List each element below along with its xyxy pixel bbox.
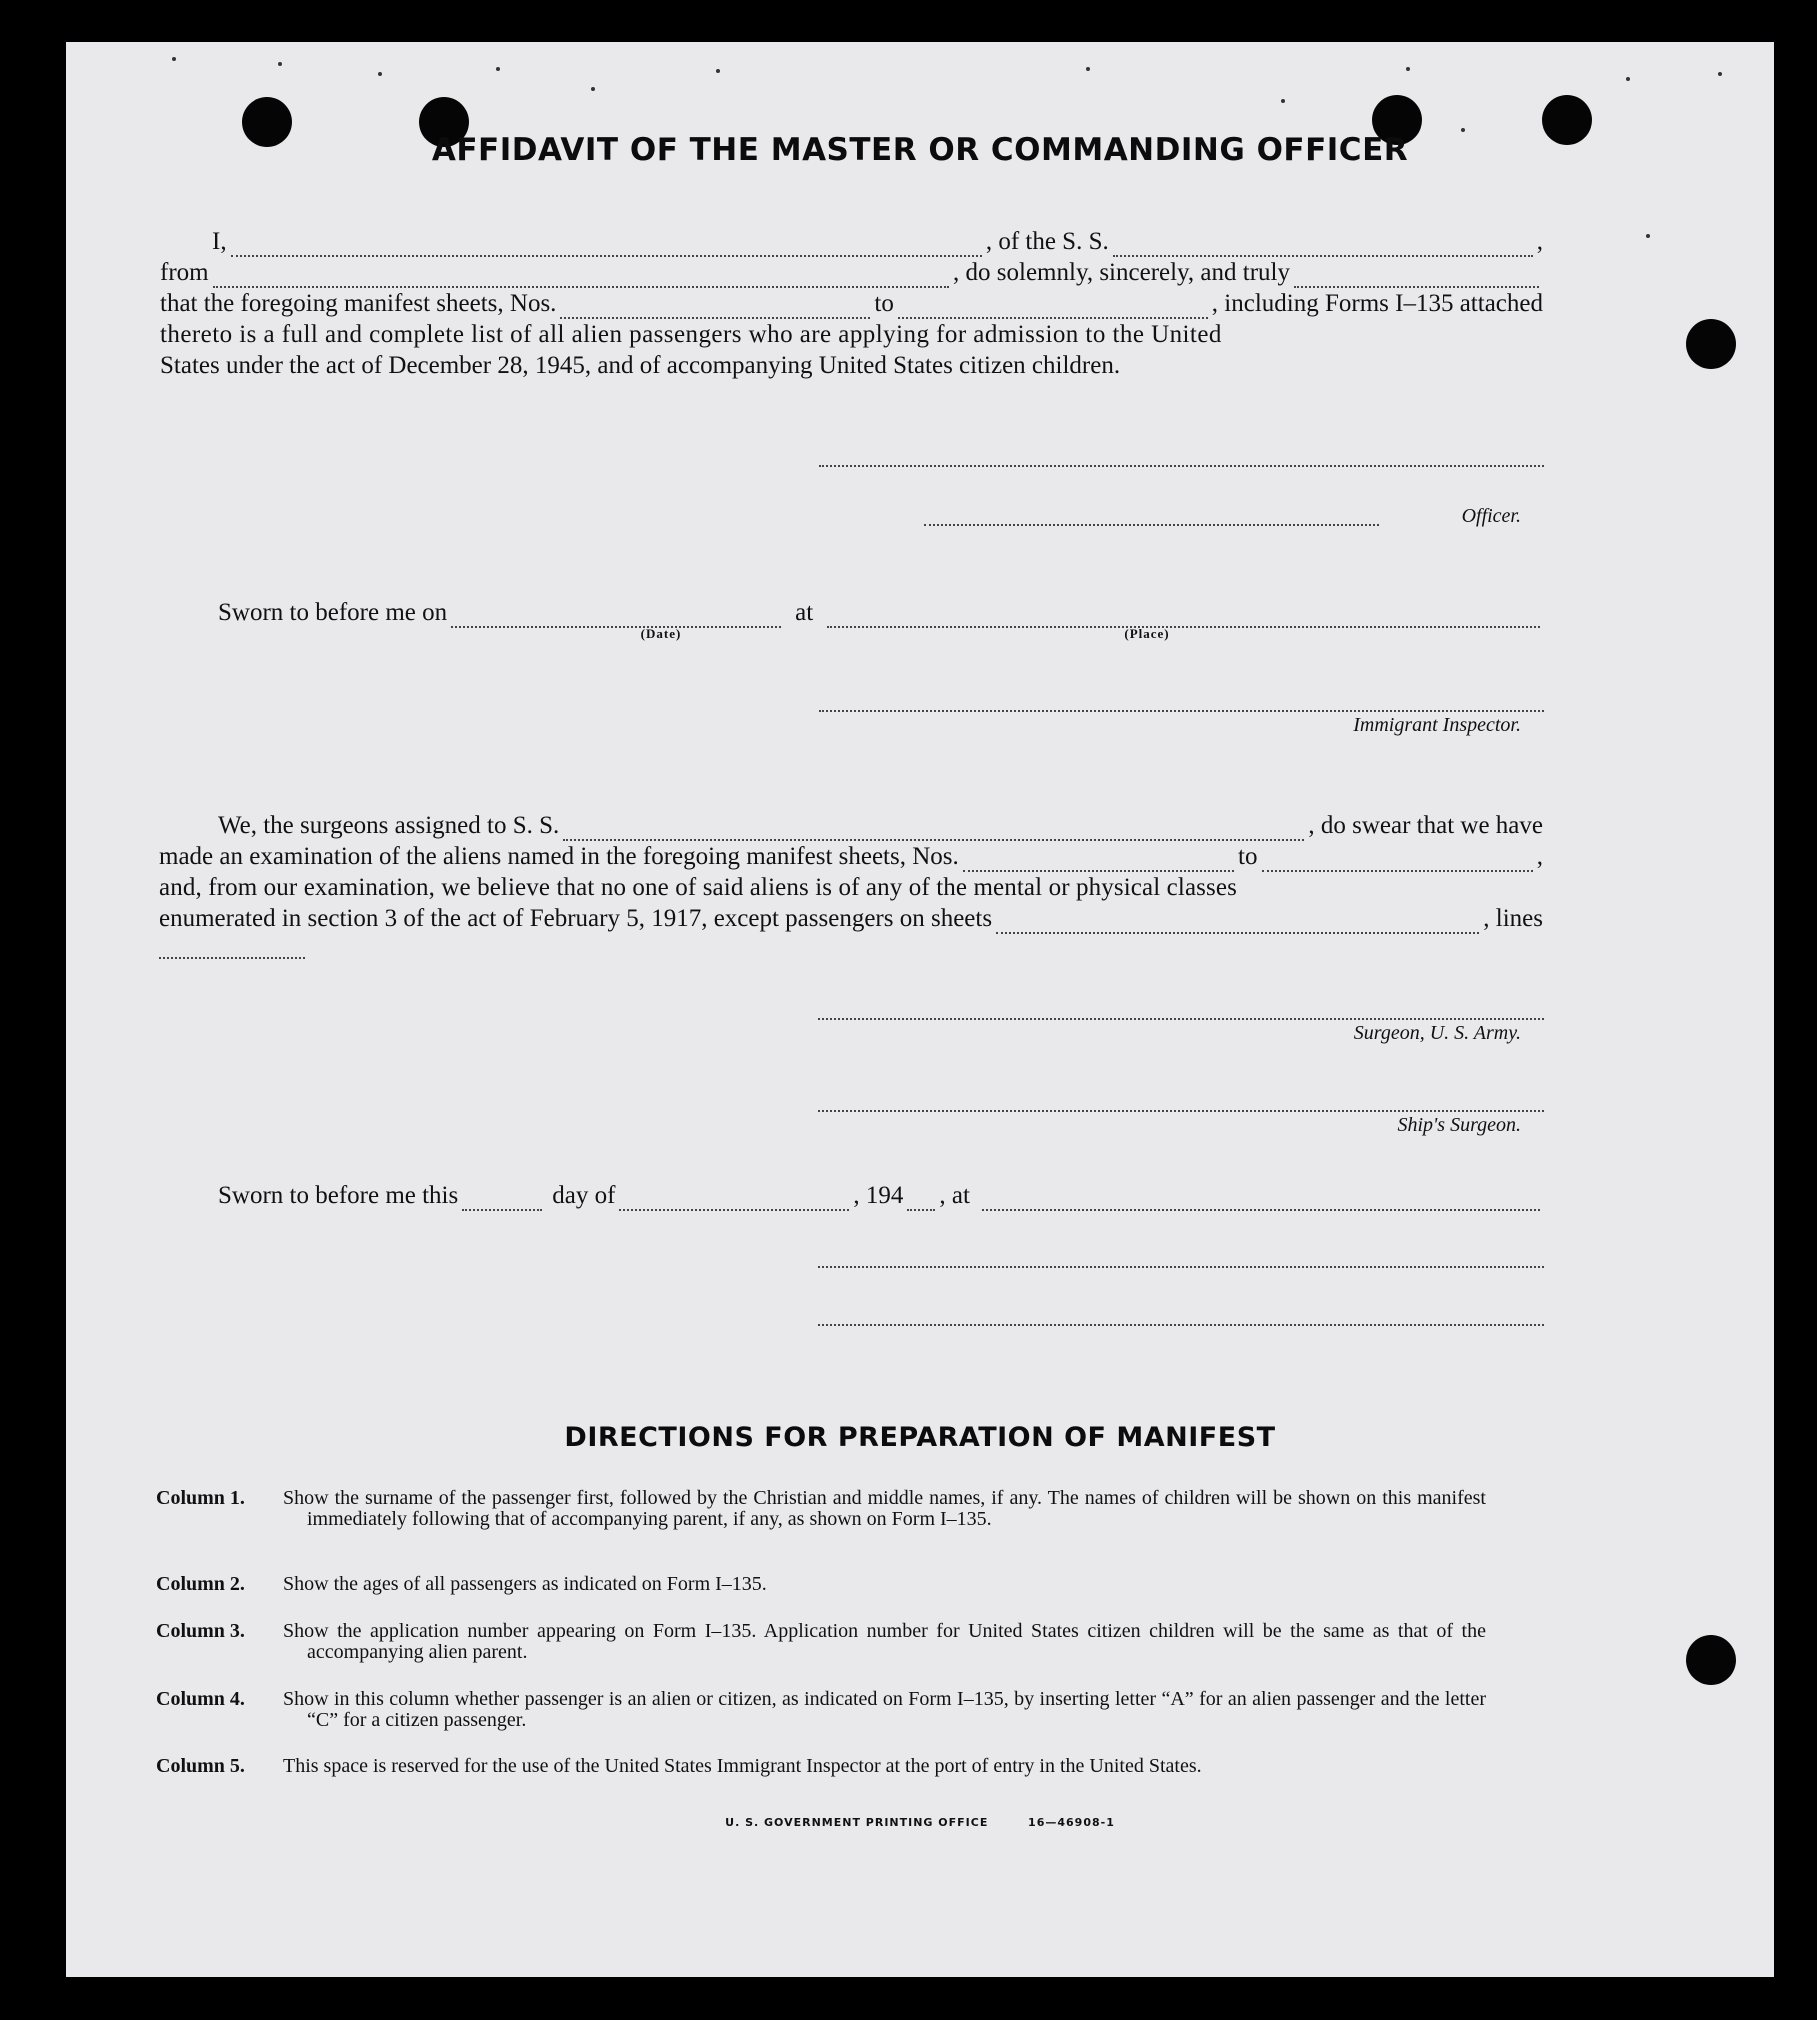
speck [1646,234,1650,238]
speck [496,67,500,71]
army-surgeon-label: Surgeon, U. S. Army. [1353,1022,1521,1044]
text: , do swear that we have [1308,812,1543,839]
text: , including Forms I–135 attached [1211,290,1543,317]
text: from [160,259,209,286]
column-label: Column 4. [156,1688,245,1710]
column-label: Column 1. [156,1487,245,1509]
speck [591,87,595,91]
surgeons-line-2 [159,841,1543,872]
text: at [795,599,814,626]
punch-hole [1686,1635,1736,1685]
text: , 194 [853,1182,904,1209]
sworn-day-field[interactable] [462,1187,542,1211]
affidavit-line-5: States under the act of December 28, 1945, and of accompanying United States citizen children. [160,352,1121,379]
column-text: Show the application number appearing on Form I–135. Application number for United States citizen children will be the same as that of the accompanying alien parent. [283,1620,1486,1663]
surgeons-line-4 [159,903,1543,934]
speck [716,69,720,73]
column-text: Show the surname of the passenger first, followed by the Christian and middle names, if any. The names of children will be shown on this manifest immediately following that of accompanying parent, if any, as shown on Form I–135. [283,1487,1486,1530]
speck [378,72,382,76]
text: Sworn to before me on [218,599,448,626]
text: day of [552,1182,616,1209]
army-surgeon-signature-line[interactable] [818,1018,1544,1020]
affidavit-line-1 [212,226,1543,257]
text: , [1536,228,1543,255]
text: to [874,290,894,317]
speck [1718,72,1722,76]
surgeon-sheet-from-field[interactable] [963,848,1234,872]
sworn-year-field[interactable] [907,1187,935,1211]
inspector-title-line-2[interactable] [818,1324,1544,1326]
officer-signature-line-2[interactable] [924,524,1379,526]
inspector-signature-line-2[interactable] [818,1266,1544,1268]
speck [172,57,176,61]
directions-title: DIRECTIONS FOR PREPARATION OF MANIFEST [564,1422,1276,1453]
speck [1406,67,1410,71]
surgeons-line-3: and, from our examination, we believe that no one of said aliens is of any of the mental or physical classes [159,874,1237,901]
speck [1281,99,1285,103]
text: , lines [1483,905,1543,932]
affidavit-title: AFFIDAVIT OF THE MASTER OR COMMANDING OFFICER [431,132,1409,168]
sheet-to-field[interactable] [898,295,1208,319]
affidavit-line-2 [160,257,1543,288]
text: enumerated in section 3 of the act of February 5, 1917, except passengers on sheets [159,905,993,932]
sworn-month-field[interactable] [619,1187,849,1211]
ships-surgeon-signature-line[interactable] [818,1110,1544,1112]
printer-imprint [66,1816,1774,1829]
ships-surgeon-label: Ship's Surgeon. [1397,1114,1521,1136]
column-text: This space is reserved for the use of the United States Immigrant Inspector at the port of entry in the United States. [283,1755,1202,1777]
column-text: Show in this column whether passenger is an alien or citizen, as indicated on Form I–135, by inserting letter “A” for an alien passenger and the letter “C” for a citizen passenger. [283,1688,1486,1731]
text: , do solemnly, sincerely, and truly [953,259,1290,286]
sworn-place-field[interactable] [827,604,1540,628]
master-name-field[interactable] [231,233,982,257]
vessel-name-field[interactable] [1113,233,1533,257]
inspector-signature-line[interactable] [819,710,1544,712]
officer-label: Officer. [1461,505,1521,527]
printer-name: U. S. GOVERNMENT PRINTING OFFICE [725,1816,989,1829]
column-label: Column 3. [156,1620,245,1642]
speck [278,62,282,66]
officer-signature-line-1[interactable] [819,465,1544,467]
place-caption: (Place) [1124,626,1170,641]
text: , of the S. S. [985,228,1109,255]
date-caption: (Date) [640,626,682,641]
affirmation-field[interactable] [1294,264,1539,288]
text: , at [939,1182,970,1209]
form-sheet [66,42,1774,1977]
text: We, the surgeons assigned to S. S. [218,812,560,839]
speck [1626,77,1630,81]
sheet-from-field[interactable] [560,295,870,319]
sworn-line-1 [218,597,1544,628]
text: to [1238,843,1258,870]
excepted-lines-field[interactable] [159,957,305,959]
column-label: Column 5. [156,1755,245,1777]
text: I, [212,228,227,255]
sworn-date-field[interactable] [451,604,781,628]
text: , [1536,843,1544,870]
text: that the foregoing manifest sheets, Nos. [160,290,557,317]
sworn-line-2 [218,1180,1544,1211]
immigrant-inspector-label: Immigrant Inspector. [1353,714,1521,736]
affidavit-line-4: thereto is a full and complete list of all alien passengers who are applying for admission to the United [160,321,1222,348]
surgeon-sheet-to-field[interactable] [1262,848,1533,872]
text: made an examination of the aliens named in the foregoing manifest sheets, Nos. [159,843,959,870]
column-label: Column 2. [156,1573,245,1595]
affidavit-line-3 [160,288,1543,319]
excepted-sheets-field[interactable] [996,910,1479,934]
surgeons-line-1 [218,810,1543,841]
surgeon-vessel-field[interactable] [563,817,1304,841]
punch-hole [1686,319,1736,369]
speck [1086,67,1090,71]
form-number: 16—46908-1 [1028,1816,1115,1829]
text: Sworn to before me this [218,1182,459,1209]
sworn-at-field[interactable] [982,1187,1540,1211]
column-text: Show the ages of all passengers as indicated on Form I–135. [283,1573,767,1595]
departure-port-field[interactable] [213,264,949,288]
